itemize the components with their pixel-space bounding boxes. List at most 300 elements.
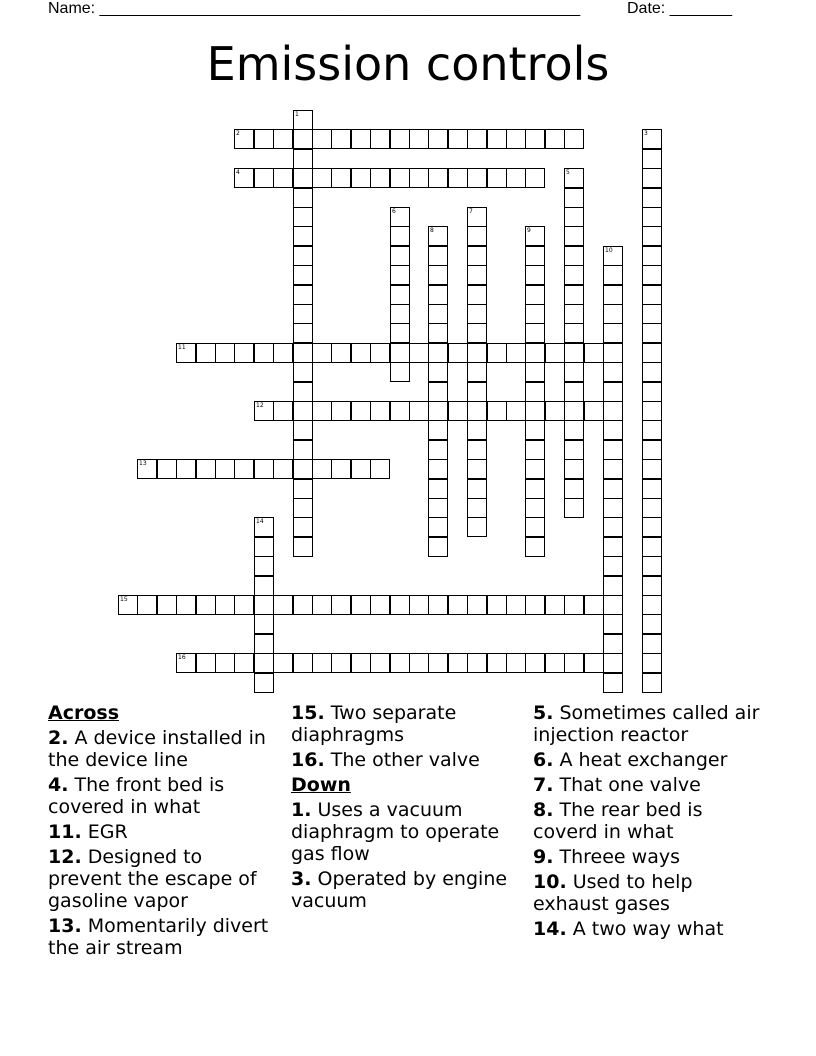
- grid-cell[interactable]: [254, 556, 274, 576]
- grid-cell[interactable]: [603, 576, 623, 596]
- grid-cell[interactable]: [564, 246, 584, 266]
- grid-cell[interactable]: [428, 459, 448, 479]
- grid-cell[interactable]: [467, 129, 487, 149]
- grid-cell[interactable]: [564, 401, 584, 421]
- grid-cell[interactable]: [293, 498, 313, 518]
- grid-cell[interactable]: [603, 653, 623, 673]
- grid-cell[interactable]: [467, 246, 487, 266]
- grid-cell[interactable]: [370, 401, 390, 421]
- grid-cell[interactable]: [428, 265, 448, 285]
- grid-cell[interactable]: [409, 401, 429, 421]
- grid-cell[interactable]: [642, 362, 662, 382]
- grid-cell[interactable]: [525, 168, 545, 188]
- grid-cell[interactable]: [642, 343, 662, 363]
- grid-cell[interactable]: [642, 265, 662, 285]
- grid-cell[interactable]: [642, 401, 662, 421]
- grid-cell[interactable]: [273, 168, 293, 188]
- grid-cell[interactable]: [467, 653, 487, 673]
- grid-cell[interactable]: [428, 479, 448, 499]
- grid-cell[interactable]: [525, 265, 545, 285]
- grid-cell[interactable]: [390, 401, 410, 421]
- grid-cell[interactable]: [428, 323, 448, 343]
- cell-number: 4: [236, 169, 240, 176]
- grid-cell[interactable]: [196, 343, 216, 363]
- grid-cell[interactable]: [564, 265, 584, 285]
- clue-number: 9.: [533, 846, 554, 868]
- grid-cell[interactable]: [390, 226, 410, 246]
- grid-cell[interactable]: [157, 459, 177, 479]
- grid-cell[interactable]: [564, 207, 584, 227]
- grid-cell[interactable]: [467, 479, 487, 499]
- grid-cell[interactable]: [564, 653, 584, 673]
- grid-cell[interactable]: [254, 653, 274, 673]
- grid-cell[interactable]: [390, 595, 410, 615]
- grid-cell[interactable]: [564, 226, 584, 246]
- grid-cell[interactable]: [293, 304, 313, 324]
- grid-cell[interactable]: [603, 673, 623, 693]
- grid-cell[interactable]: [564, 362, 584, 382]
- grid-cell[interactable]: [603, 420, 623, 440]
- cell-number: 5: [566, 169, 570, 176]
- grid-cell[interactable]: [525, 479, 545, 499]
- grid-cell[interactable]: [603, 304, 623, 324]
- grid-cell[interactable]: [467, 265, 487, 285]
- grid-cell[interactable]: [525, 304, 545, 324]
- grid-cell[interactable]: [525, 440, 545, 460]
- grid-cell[interactable]: [390, 653, 410, 673]
- grid-cell[interactable]: [642, 673, 662, 693]
- grid-cell[interactable]: [273, 343, 293, 363]
- grid-cell[interactable]: [293, 479, 313, 499]
- grid-cell[interactable]: [137, 459, 157, 479]
- grid-cell[interactable]: [137, 595, 157, 615]
- grid-cell[interactable]: [293, 401, 313, 421]
- grid-cell[interactable]: [603, 479, 623, 499]
- grid-cell[interactable]: [273, 401, 293, 421]
- grid-cell[interactable]: [467, 304, 487, 324]
- clue-down-8: [533, 799, 773, 843]
- grid-cell[interactable]: [293, 149, 313, 169]
- grid-cell[interactable]: [525, 382, 545, 402]
- grid-cell[interactable]: [448, 168, 468, 188]
- grid-cell[interactable]: [487, 653, 507, 673]
- grid-cell[interactable]: [603, 246, 623, 266]
- grid-cell[interactable]: [642, 304, 662, 324]
- grid-cell[interactable]: [564, 459, 584, 479]
- clue-text: Designed to prevent the escape of gasoline vapor: [48, 846, 257, 912]
- grid-cell[interactable]: [331, 343, 351, 363]
- grid-cell[interactable]: [390, 129, 410, 149]
- grid-cell[interactable]: [642, 382, 662, 402]
- grid-cell[interactable]: [390, 304, 410, 324]
- grid-cell[interactable]: [642, 498, 662, 518]
- grid-cell[interactable]: [409, 653, 429, 673]
- grid-cell[interactable]: [273, 459, 293, 479]
- grid-cell[interactable]: [351, 343, 371, 363]
- grid-cell[interactable]: [293, 362, 313, 382]
- cell-number: 16: [178, 654, 186, 661]
- grid-cell[interactable]: [390, 323, 410, 343]
- grid-cell[interactable]: [545, 653, 565, 673]
- name-field: Name: ______________________________________________________: [48, 0, 581, 17]
- grid-cell[interactable]: [545, 401, 565, 421]
- grid-cell[interactable]: [196, 459, 216, 479]
- grid-cell[interactable]: [293, 440, 313, 460]
- grid-cell[interactable]: [525, 129, 545, 149]
- grid-cell[interactable]: [603, 634, 623, 654]
- grid-cell[interactable]: [428, 537, 448, 557]
- grid-cell[interactable]: [642, 634, 662, 654]
- grid-cell[interactable]: [467, 440, 487, 460]
- grid-cell[interactable]: [564, 168, 584, 188]
- grid-cell[interactable]: [603, 323, 623, 343]
- grid-cell[interactable]: [293, 188, 313, 208]
- grid-cell[interactable]: [448, 653, 468, 673]
- grid-cell[interactable]: [254, 537, 274, 557]
- grid-cell[interactable]: [331, 168, 351, 188]
- grid-cell[interactable]: [525, 420, 545, 440]
- grid-cell[interactable]: [293, 285, 313, 305]
- grid-cell[interactable]: [584, 343, 604, 363]
- grid-cell[interactable]: [273, 129, 293, 149]
- grid-cell[interactable]: [448, 401, 468, 421]
- grid-cell[interactable]: [254, 517, 274, 537]
- grid-cell[interactable]: [293, 168, 313, 188]
- grid-cell[interactable]: [525, 498, 545, 518]
- grid-cell[interactable]: [642, 595, 662, 615]
- grid-cell[interactable]: [428, 129, 448, 149]
- cell-number: 8: [430, 227, 434, 234]
- grid-cell[interactable]: [428, 498, 448, 518]
- grid-cell[interactable]: [312, 653, 332, 673]
- grid-cell[interactable]: [487, 129, 507, 149]
- grid-cell[interactable]: [467, 168, 487, 188]
- grid-cell[interactable]: [390, 285, 410, 305]
- date-field: Date: _______: [627, 0, 732, 17]
- grid-cell[interactable]: [525, 343, 545, 363]
- grid-cell[interactable]: [487, 595, 507, 615]
- grid-cell[interactable]: [448, 129, 468, 149]
- grid-cell[interactable]: [331, 401, 351, 421]
- clue-text: That one valve: [559, 774, 701, 796]
- grid-cell[interactable]: [428, 382, 448, 402]
- grid-cell[interactable]: [603, 265, 623, 285]
- grid-cell[interactable]: [525, 246, 545, 266]
- grid-cell[interactable]: [312, 343, 332, 363]
- grid-cell[interactable]: [525, 401, 545, 421]
- grid-cell[interactable]: [642, 285, 662, 305]
- grid-cell[interactable]: [254, 459, 274, 479]
- grid-cell[interactable]: [642, 479, 662, 499]
- grid-cell[interactable]: [428, 401, 448, 421]
- grid-cell[interactable]: [603, 285, 623, 305]
- grid-cell[interactable]: [234, 595, 254, 615]
- grid-cell[interactable]: [506, 129, 526, 149]
- grid-cell[interactable]: [273, 595, 293, 615]
- grid-cell[interactable]: [564, 440, 584, 460]
- grid-cell[interactable]: [506, 168, 526, 188]
- grid-cell[interactable]: [118, 595, 138, 615]
- grid-cell[interactable]: [351, 401, 371, 421]
- grid-cell[interactable]: [351, 129, 371, 149]
- grid-cell[interactable]: [642, 459, 662, 479]
- grid-cell[interactable]: [584, 401, 604, 421]
- grid-cell[interactable]: [487, 168, 507, 188]
- grid-cell[interactable]: [564, 382, 584, 402]
- grid-cell[interactable]: [564, 479, 584, 499]
- grid-cell[interactable]: [428, 420, 448, 440]
- grid-cell[interactable]: [351, 653, 371, 673]
- grid-cell[interactable]: [564, 595, 584, 615]
- clue-text: A device installed in the device line: [48, 727, 266, 771]
- grid-cell[interactable]: [642, 576, 662, 596]
- grid-cell[interactable]: [603, 537, 623, 557]
- grid-cell[interactable]: [467, 401, 487, 421]
- grid-cell[interactable]: [467, 285, 487, 305]
- grid-cell[interactable]: [293, 537, 313, 557]
- grid-cell[interactable]: [254, 401, 274, 421]
- grid-cell[interactable]: [428, 595, 448, 615]
- grid-cell[interactable]: [234, 653, 254, 673]
- grid-cell[interactable]: [428, 246, 448, 266]
- grid-cell[interactable]: [234, 459, 254, 479]
- grid-cell[interactable]: [293, 246, 313, 266]
- grid-cell[interactable]: [176, 653, 196, 673]
- grid-cell[interactable]: [642, 653, 662, 673]
- grid-cell[interactable]: [409, 343, 429, 363]
- grid-cell[interactable]: [293, 265, 313, 285]
- grid-cell[interactable]: [506, 653, 526, 673]
- cell-number: 6: [392, 208, 396, 215]
- grid-cell[interactable]: [390, 168, 410, 188]
- grid-cell[interactable]: [506, 343, 526, 363]
- grid-cell[interactable]: [254, 595, 274, 615]
- grid-cell[interactable]: [603, 517, 623, 537]
- grid-cell[interactable]: [642, 537, 662, 557]
- grid-cell[interactable]: [370, 129, 390, 149]
- grid-cell[interactable]: [331, 595, 351, 615]
- grid-cell[interactable]: [603, 459, 623, 479]
- grid-cell[interactable]: [525, 517, 545, 537]
- grid-cell[interactable]: [467, 207, 487, 227]
- grid-cell[interactable]: [234, 343, 254, 363]
- grid-cell[interactable]: [603, 556, 623, 576]
- grid-cell[interactable]: [331, 459, 351, 479]
- grid-cell[interactable]: [312, 459, 332, 479]
- grid-cell[interactable]: [564, 420, 584, 440]
- grid-cell[interactable]: [409, 129, 429, 149]
- grid-cell[interactable]: [293, 459, 313, 479]
- grid-cell[interactable]: [564, 188, 584, 208]
- grid-cell[interactable]: [642, 517, 662, 537]
- grid-cell[interactable]: [506, 401, 526, 421]
- grid-cell[interactable]: [487, 401, 507, 421]
- grid-cell[interactable]: [293, 129, 313, 149]
- grid-cell[interactable]: [603, 595, 623, 615]
- grid-cell[interactable]: [467, 362, 487, 382]
- grid-cell[interactable]: [176, 459, 196, 479]
- grid-cell[interactable]: [564, 343, 584, 363]
- grid-cell[interactable]: [370, 168, 390, 188]
- grid-cell[interactable]: [196, 595, 216, 615]
- grid-cell[interactable]: [293, 207, 313, 227]
- grid-cell[interactable]: [390, 362, 410, 382]
- grid-cell[interactable]: [467, 323, 487, 343]
- grid-cell[interactable]: [564, 304, 584, 324]
- grid-cell[interactable]: [584, 595, 604, 615]
- grid-cell[interactable]: [467, 382, 487, 402]
- grid-cell[interactable]: [331, 653, 351, 673]
- grid-cell[interactable]: [428, 362, 448, 382]
- grid-cell[interactable]: [584, 653, 604, 673]
- grid-cell[interactable]: [525, 323, 545, 343]
- grid-cell[interactable]: [390, 246, 410, 266]
- grid-cell[interactable]: [448, 343, 468, 363]
- clue-number: 14.: [533, 918, 567, 940]
- grid-cell[interactable]: [428, 304, 448, 324]
- grid-cell[interactable]: [642, 420, 662, 440]
- grid-cell[interactable]: [428, 285, 448, 305]
- grid-cell[interactable]: [603, 498, 623, 518]
- grid-cell[interactable]: [370, 459, 390, 479]
- grid-cell[interactable]: [545, 595, 565, 615]
- grid-cell[interactable]: [525, 226, 545, 246]
- grid-cell[interactable]: [215, 653, 235, 673]
- grid-cell[interactable]: [196, 653, 216, 673]
- grid-cell[interactable]: [215, 343, 235, 363]
- grid-cell[interactable]: [234, 168, 254, 188]
- grid-cell[interactable]: [351, 459, 371, 479]
- grid-cell[interactable]: [428, 343, 448, 363]
- grid-cell[interactable]: [564, 323, 584, 343]
- grid-cell[interactable]: [603, 362, 623, 382]
- grid-cell[interactable]: [215, 459, 235, 479]
- grid-cell[interactable]: [293, 653, 313, 673]
- grid-cell[interactable]: [176, 595, 196, 615]
- clue-number: 8.: [533, 799, 554, 821]
- grid-cell[interactable]: [254, 576, 274, 596]
- grid-cell[interactable]: [312, 595, 332, 615]
- grid-cell[interactable]: [312, 168, 332, 188]
- grid-cell[interactable]: [293, 595, 313, 615]
- grid-cell[interactable]: [467, 595, 487, 615]
- grid-cell[interactable]: [642, 614, 662, 634]
- grid-cell[interactable]: [409, 595, 429, 615]
- grid-cell[interactable]: [293, 382, 313, 402]
- grid-cell[interactable]: [428, 517, 448, 537]
- grid-cell[interactable]: [642, 129, 662, 149]
- grid-cell[interactable]: [234, 129, 254, 149]
- grid-cell[interactable]: [254, 614, 274, 634]
- grid-cell[interactable]: [293, 420, 313, 440]
- grid-cell[interactable]: [642, 168, 662, 188]
- grid-cell[interactable]: [293, 517, 313, 537]
- grid-cell[interactable]: [448, 595, 468, 615]
- grid-cell[interactable]: [467, 343, 487, 363]
- grid-cell[interactable]: [254, 673, 274, 693]
- grid-cell[interactable]: [487, 343, 507, 363]
- grid-cell[interactable]: [254, 129, 274, 149]
- clue-number: 1.: [291, 799, 312, 821]
- grid-cell[interactable]: [603, 343, 623, 363]
- grid-cell[interactable]: [564, 498, 584, 518]
- grid-cell[interactable]: [564, 129, 584, 149]
- grid-cell[interactable]: [603, 382, 623, 402]
- grid-cell[interactable]: [564, 285, 584, 305]
- grid-cell[interactable]: [525, 537, 545, 557]
- clue-number: 10.: [533, 871, 567, 893]
- grid-cell[interactable]: [254, 168, 274, 188]
- grid-cell[interactable]: [254, 343, 274, 363]
- grid-cell[interactable]: [642, 226, 662, 246]
- grid-cell[interactable]: [312, 401, 332, 421]
- grid-cell[interactable]: [428, 226, 448, 246]
- grid-cell[interactable]: [390, 265, 410, 285]
- grid-cell[interactable]: [525, 459, 545, 479]
- grid-cell[interactable]: [273, 653, 293, 673]
- grid-cell[interactable]: [525, 285, 545, 305]
- grid-cell[interactable]: [390, 343, 410, 363]
- grid-cell[interactable]: [293, 343, 313, 363]
- grid-cell[interactable]: [525, 595, 545, 615]
- grid-cell[interactable]: [428, 653, 448, 673]
- grid-cell[interactable]: [390, 207, 410, 227]
- grid-cell[interactable]: [409, 168, 429, 188]
- grid-cell[interactable]: [312, 129, 332, 149]
- grid-cell[interactable]: [467, 420, 487, 440]
- grid-cell[interactable]: [603, 440, 623, 460]
- grid-cell[interactable]: [525, 362, 545, 382]
- grid-cell[interactable]: [525, 653, 545, 673]
- grid-cell[interactable]: [428, 440, 448, 460]
- grid-cell[interactable]: [642, 188, 662, 208]
- grid-cell[interactable]: [293, 226, 313, 246]
- grid-cell[interactable]: [370, 595, 390, 615]
- grid-cell[interactable]: [642, 207, 662, 227]
- grid-cell[interactable]: [176, 343, 196, 363]
- grid-cell[interactable]: [351, 168, 371, 188]
- grid-cell[interactable]: [545, 343, 565, 363]
- grid-cell[interactable]: [370, 343, 390, 363]
- cell-number: 12: [256, 402, 264, 409]
- grid-cell[interactable]: [642, 149, 662, 169]
- grid-cell[interactable]: [467, 498, 487, 518]
- grid-cell[interactable]: [467, 459, 487, 479]
- grid-cell[interactable]: [467, 226, 487, 246]
- grid-cell[interactable]: [467, 517, 487, 537]
- grid-cell[interactable]: [642, 440, 662, 460]
- grid-cell[interactable]: [642, 556, 662, 576]
- clue-across-15: [291, 702, 521, 746]
- clue-down-5: [533, 702, 773, 746]
- grid-cell[interactable]: [254, 634, 274, 654]
- grid-cell[interactable]: [642, 246, 662, 266]
- grid-cell[interactable]: [428, 168, 448, 188]
- grid-cell[interactable]: [157, 595, 177, 615]
- grid-cell[interactable]: [642, 323, 662, 343]
- grid-cell[interactable]: [370, 653, 390, 673]
- grid-cell[interactable]: [506, 595, 526, 615]
- grid-cell[interactable]: [351, 595, 371, 615]
- grid-cell[interactable]: [293, 323, 313, 343]
- grid-cell[interactable]: [545, 129, 565, 149]
- grid-cell[interactable]: [331, 129, 351, 149]
- clue-down-10: [533, 871, 773, 915]
- grid-cell[interactable]: [603, 614, 623, 634]
- grid-cell[interactable]: [293, 110, 313, 130]
- grid-cell[interactable]: [603, 401, 623, 421]
- grid-cell[interactable]: [215, 595, 235, 615]
